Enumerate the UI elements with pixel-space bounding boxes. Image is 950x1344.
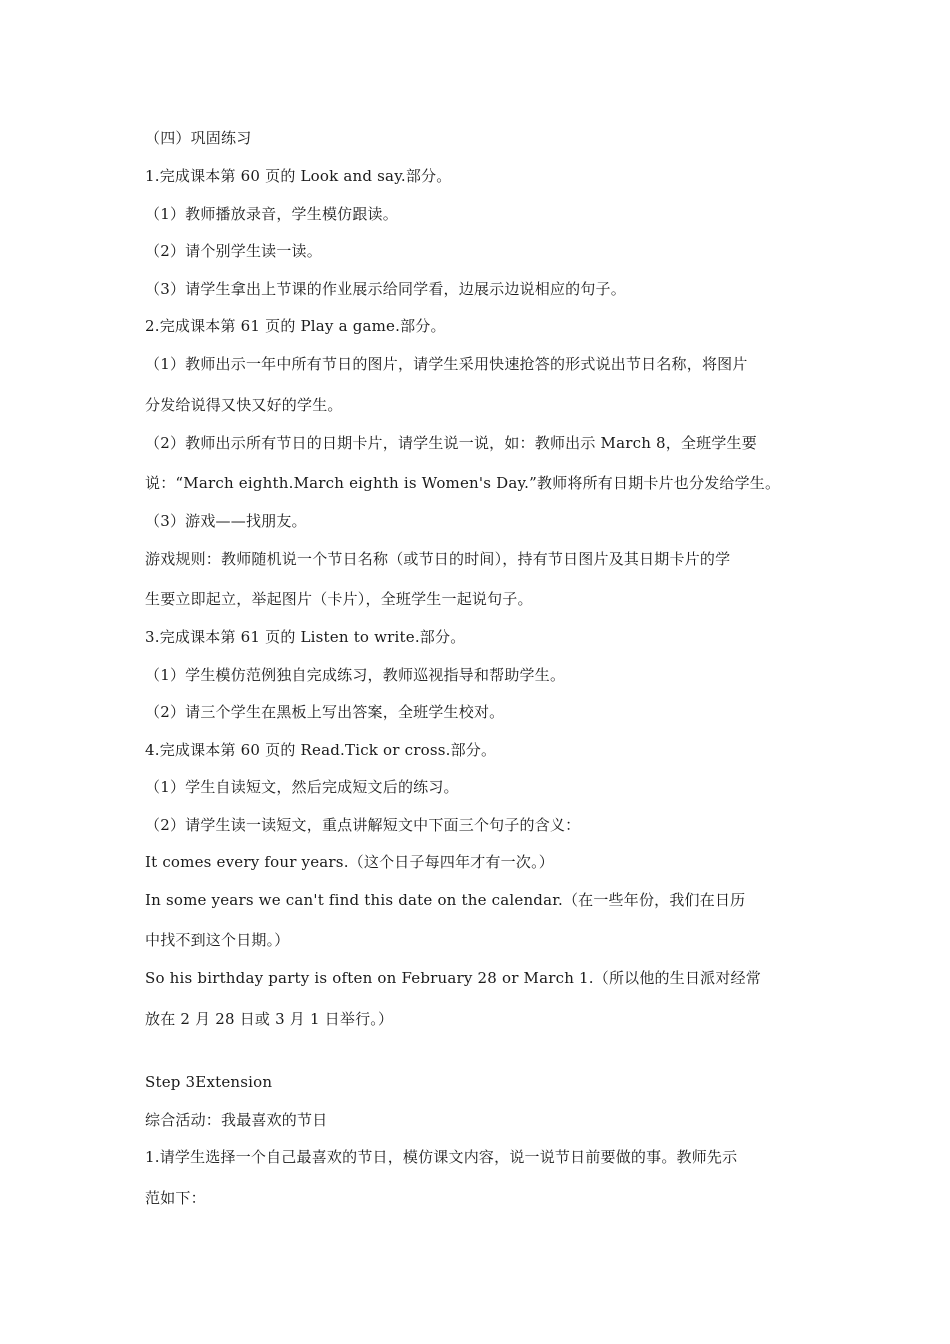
exercise-2-step-3: （3）游戏——找朋友。 (145, 512, 307, 530)
exercise-3-step-1: （1）学生模仿范例独自完成练习，教师巡视指导和帮助学生。 (145, 666, 566, 684)
activity-step-1-line-2: 范如下： (145, 1189, 206, 1207)
exercise-1-step-3: （3）请学生拿出上节课的作业展示给同学看，边展示边说相应的句子。 (145, 280, 626, 298)
exercise-2-step-1-line-1: （1）教师出示一年中所有节日的图片，请学生采用快速抢答的形式说出节日名称，将图片 (145, 355, 748, 373)
step-3-heading: Step 3Extension (145, 1073, 273, 1091)
sentence-3-line-2: 放在 2 月 28 日或 3 月 1 日举行。） (145, 1010, 394, 1028)
exercise-2-step-2-line-1: （2）教师出示所有节日的日期卡片，请学生说一说，如：教师出示 March 8，全班学生要 (145, 434, 757, 452)
exercise-3-step-2: （2）请三个学生在黑板上写出答案，全班学生校对。 (145, 703, 505, 721)
sentence-1: It comes every four years.（这个日子每四年才有一次。） (145, 853, 554, 871)
exercise-3-title: 3.完成课本第 61 页的 Listen to write.部分。 (145, 628, 466, 646)
exercise-2-step-2-line-2: 说：“March eighth.March eighth is Women's Day.”教师将所有日期卡片也分发给学生。 (145, 474, 781, 492)
exercise-4-step-1: （1）学生自读短文，然后完成短文后的练习。 (145, 778, 459, 796)
game-rules-line-1: 游戏规则：教师随机说一个节日名称（或节日的时间），持有节日图片及其日期卡片的学 (145, 550, 731, 568)
exercise-1-step-2: （2）请个别学生读一读。 (145, 242, 322, 260)
exercise-2-title: 2.完成课本第 61 页的 Play a game.部分。 (145, 317, 446, 335)
sentence-3-line-1: So his birthday party is often on February 28 or March 1.（所以他的生日派对经常 (145, 969, 761, 987)
exercise-4-step-2: （2）请学生读一读短文，重点讲解短文中下面三个句子的含义： (145, 816, 581, 834)
exercise-2-step-1-line-2: 分发给说得又快又好的学生。 (145, 396, 343, 414)
section-heading: （四）巩固练习 (145, 129, 252, 147)
game-rules-line-2: 生要立即起立，举起图片（卡片），全班学生一起说句子。 (145, 590, 533, 608)
sentence-2-line-2: 中找不到这个日期。） (145, 931, 290, 949)
activity-title: 综合活动：我最喜欢的节日 (145, 1111, 328, 1129)
sentence-2-line-1: In some years we can't find this date on the calendar.（在一些年份，我们在日历 (145, 891, 746, 909)
activity-step-1-line-1: 1.请学生选择一个自己最喜欢的节日，模仿课文内容，说一说节日前要做的事。教师先示 (145, 1148, 738, 1166)
exercise-4-title: 4.完成课本第 60 页的 Read.Tick or cross.部分。 (145, 741, 497, 759)
exercise-1-title: 1.完成课本第 60 页的 Look and say.部分。 (145, 167, 452, 185)
exercise-1-step-1: （1）教师播放录音，学生模仿跟读。 (145, 205, 398, 223)
